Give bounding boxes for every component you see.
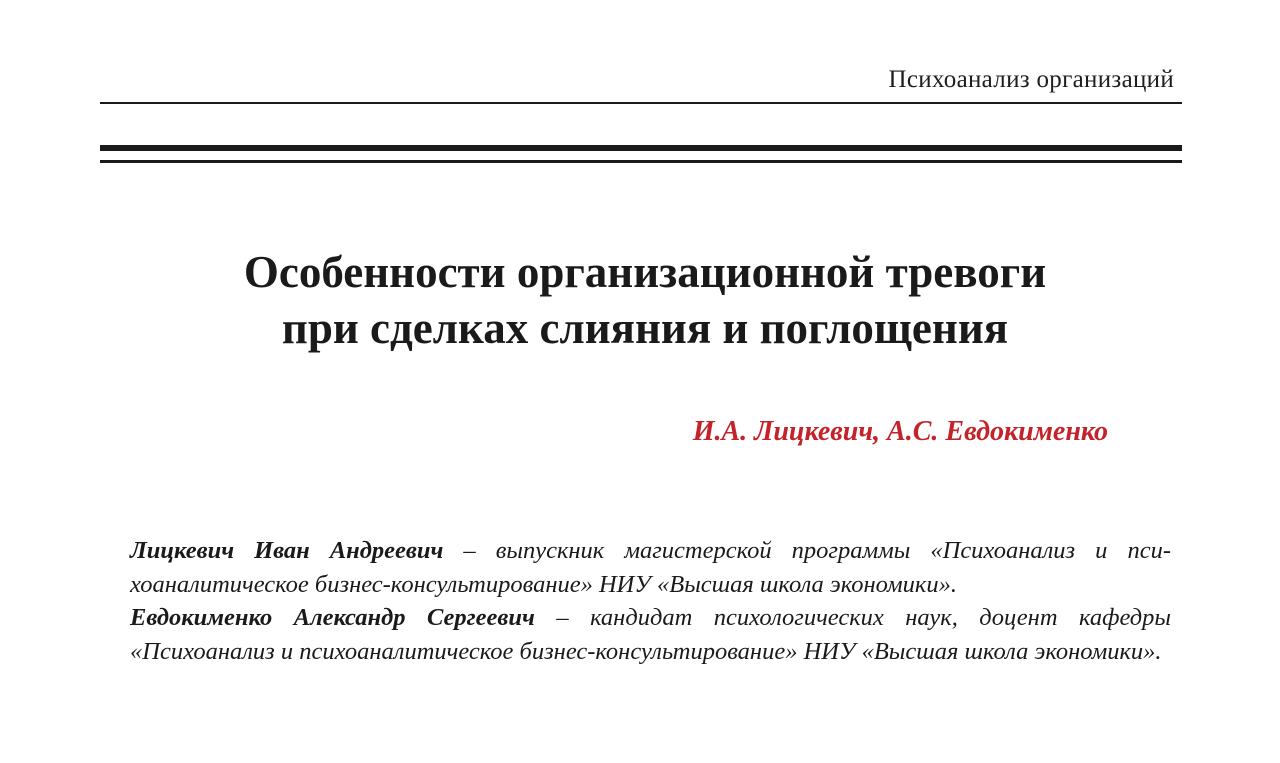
author-bios xyxy=(130,534,1171,668)
header-rule-thin xyxy=(100,102,1182,104)
article-title-line-1: Особенности организационной тревоги xyxy=(243,247,1047,297)
author-bio-name: Лицкевич Иван Андреевич xyxy=(130,537,444,564)
author-bio-name: Евдокименко Александр Сергеевич xyxy=(130,604,535,631)
article-title xyxy=(0,244,1280,356)
header-rule-thick xyxy=(100,145,1182,151)
article-title-line-2: при сделках слияния и поглощения xyxy=(281,303,1009,353)
author-bio-text: – выпускник магистерской программы «Психоанализ и психоаналитическое бизнес-консультирование» НИУ «Высшая школа экономики». xyxy=(130,537,1171,598)
author-bio xyxy=(130,534,1171,601)
author-bio-text: – кандидат психологических наук, доцент кафедры «Психоанализ и психоаналитическое бизнес-консультирование» НИУ «Высшая школа экономики». xyxy=(130,604,1172,665)
header-rule-thin-lower xyxy=(100,160,1182,163)
author-bio xyxy=(130,601,1171,668)
article-authors: И.А. Лицкевич, А.С. Евдокименко xyxy=(692,416,1108,447)
running-head-section: Психоанализ организаций xyxy=(888,66,1174,93)
